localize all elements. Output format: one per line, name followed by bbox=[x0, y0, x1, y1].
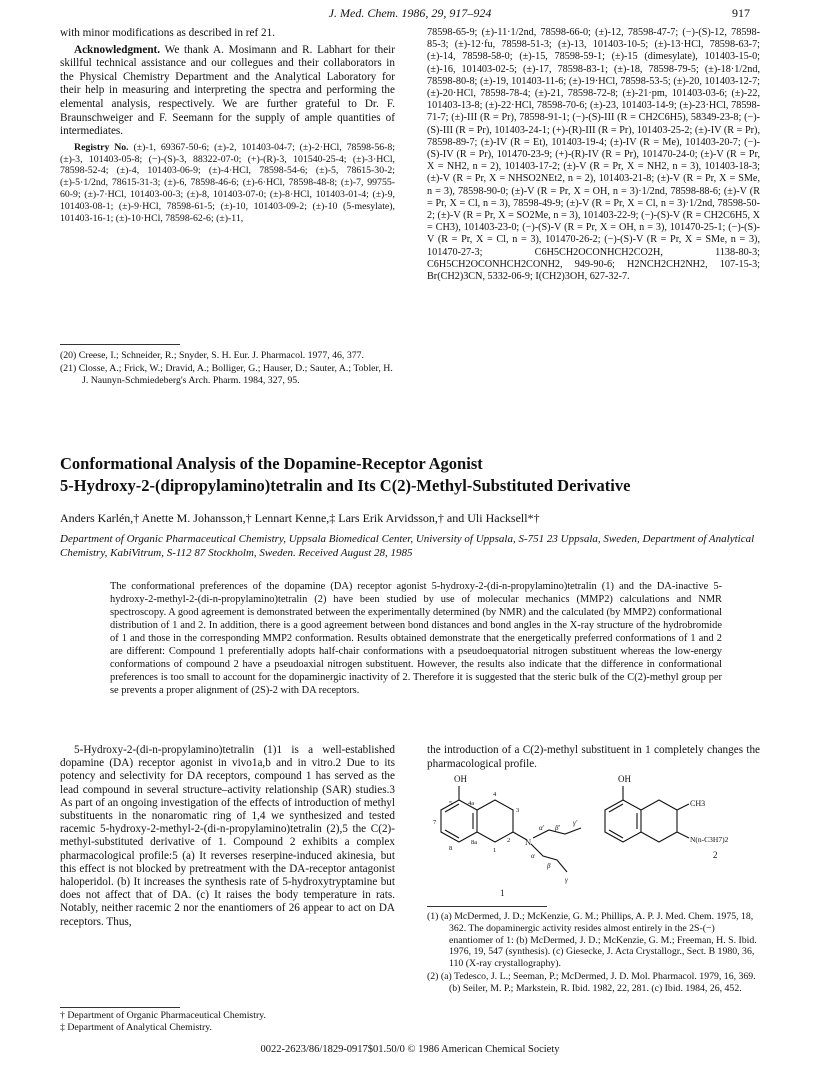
body-left-column bbox=[60, 744, 395, 929]
s1-num2: 2 bbox=[507, 837, 511, 844]
structure-diagram bbox=[427, 772, 760, 900]
title-line-1: Conformational Analysis of the Dopamine-Receptor Agonist bbox=[60, 454, 483, 473]
s1-num8: 8 bbox=[449, 845, 453, 852]
affiliation: Department of Organic Pharmaceutical Chemistry, Uppsala Biomedical Center, University of Uppsala, S-751 23 Uppsala, Sweden, Department of Analytical Chemistry, KabiVitrum, S-112 87 Stockholm, Sweden. Received August 28, 1985 bbox=[60, 533, 755, 559]
dept-footnote-2: ‡ Department of Analytical Chemistry. bbox=[60, 1021, 212, 1033]
s1-gamma: γ bbox=[565, 876, 568, 884]
abstract: The conformational preferences of the dopamine (DA) receptor agonist 5-hydroxy-2-(di-n-propylamino)tetralin (1) and the DA-inactive 5-hydroxy-2-methyl-2-(di-n-propylamino)tetralin (2) have been studied by use of molecular mechanics (MMP2) calculations and NMR spectroscopy. A good agreement is demonstrated between the experimentally determined (by NMR) and the calculated (by MMP2) conformational distribution of 1 and 2. In addition, there is a good agreement between bond distances and bond angles in the X-ray structure of the hydrobromide of 1 and those in the corresponding MMP2 conformation. Results obtained demonstrate that the energetically preferred conformations of 1 and 2 are different: Compound 1 preferentially adopts half-chair conformations with a pseudoequatorial nitrogen substituent whereas the low-energy conformations of compound 2 have a pseudoaxial nitrogen substituent. However, the results also indicate that the difference in conformational preferences is too small to account for the dopaminergic inactivity of 2. Therefore it is suggested that the steric bulk of the C(2)-methyl group per se prevents a proper alignment of (2S)-2 with DA receptors. bbox=[110, 581, 722, 696]
article-title bbox=[60, 453, 760, 497]
top-left-references bbox=[60, 350, 395, 387]
reference-2: (2) (a) Tedesco, J. L.; Seeman, P.; McDermed, J. D. Mol. Pharmacol. 1979, 16, 369. (b) Seiler, M. P.; Markstein, R. Ibid. 1982, 22, 281. (c) Ibid. 1984, 26, 452. bbox=[427, 970, 756, 994]
registry-continuation: 78598-65-9; (±)-11·1/2nd, 78598-66-0; (±)-12, 78598-47-7; (−)-(S)-12, 78598-85-3; (±)-12·fu, 78598-51-3; (±)-13, 101403-10-5; (±)-13·HCl, 78598-63-7; (±)-14, 78598-58-0; (±)-15, 78598-59-1; (±)-15 (dimesylate), 101403-15-0; (±)-16, 101403-02-5; (±)-17, 78598-83-1; (±)-18, 78598-79-5; (±)-18·1/2nd, 78598-80-8; (±)-19, 101403-11-6; (±)-19·HCl, 78598-53-5; (±)-20, 101403-12-7; (±)-20·HCl, 78598-78-4; (±)-21, 78598-72-8; (±)-21·pm, 101403-03-6; (±)-22, 101403-13-8; (±)-22·HCl, 78598-70-6; (±)-23, 101403-14-9; (±)-23·HCl, 78598-71-7; (±)-III (R = Pr), 78598-91-1; (−)-(S)-III (R = CH2C6H5), 58349-23-8; (−)-(S)-III (R = Pr), 101403-24-1; (+)-(R)-III (R = Pr), 101403-25-2; (±)-IV (R = Pr), 78598-89-7; (±)-IV (R = Et), 101403-19-4; (±)-IV (R = Me), 101403-20-7; (−)-(S)-IV (R = Pr), 101470-23-9; (+)-(R)-IV (R = Pr), 101470-24-0; (±)-V (R = Pr, X = NH2, n = 2), 101403-17-2; (±)-V (R = Pr, X = NH2, n = 3), 101403-18-3; (±)-V (R = Pr, X = NHSO2NEt2, n = 2), 101403-21-8; (±)-V (R = Pr, X = SMe, n = 3), 78598-90-0; (±)-V (R = Pr, X = OH, n = 3)·1/2nd, 78598-88-6; (±)-V (R = Pr, X = Cl, n = 3), 78598-49-9; (±)-V (R = Pr, X = Cl, n = 3)·1/2nd, 78598-50-2; (±)-V (R = Pr, X = SO2Me, n = 3), 101403-22-9; (−)-(S)-V (R = CH2C6H5, X = CH3), 101403-23-0; (−)-(S)-V (R = Pr, X = OH, n = 3), 101470-25-1; (−)-(S)-V (R = Pr, X = Cl, n = 3), 101470-26-2; (−)-(S)-V (R = Pr, X = SMe, n = 3), 101470-27-3; C6H5CH2OCONHCH2CO2H, 1138-80-3; C6H5CH2OCONHCH2CONH2, 949-90-6; H2NCH2CH2NH2, 107-15-3; Br(CH2)3CN, 5332-06-9; I(CH2)3OH, 627-32-7. bbox=[427, 27, 760, 283]
authors: Anders Karlén,† Anette M. Johansson,† Lennart Kenne,‡ Lars Erik Arvidsson,† and Uli Hacksell*† bbox=[60, 511, 540, 525]
body-references bbox=[427, 911, 760, 996]
s1-num4a: 4a bbox=[468, 800, 475, 807]
title-line-2: 5-Hydroxy-2-(dipropylamino)tetralin and Its C(2)-Methyl-Substituted Derivative bbox=[60, 476, 631, 495]
s1-gamma-prime: γ' bbox=[573, 819, 578, 827]
s2-n-label: N(n-C3H7)2 bbox=[690, 835, 729, 844]
registry-heading: Registry No. bbox=[74, 141, 129, 153]
body-right-column bbox=[427, 744, 760, 771]
reference-1: (1) (a) McDermed, J. D.; McKenzie, G. M.; Phillips, A. P. J. Med. Chem. 1975, 18, 362. The dopaminergic activity resides almost entirely in the 2S-(−) enantiomer of 1: (b) McDermed, J. D.; McKenzie, G. M.; Freeman, H. S. Ibid. 1976, 19, 547 (synthesis). (c) Giesecke, J. Acta Crystallogr., Sect. B 1980, 36, 110 (X-ray crystallography). bbox=[427, 911, 757, 970]
acknowledgment-heading: Acknowledgment. bbox=[74, 43, 161, 56]
s2-compound-number: 2 bbox=[713, 850, 718, 860]
top-left-column bbox=[60, 27, 395, 224]
s1-num5: 5 bbox=[449, 800, 453, 807]
footnote-rule-right bbox=[427, 906, 547, 907]
intro-continuation: the introduction of a C(2)-methyl substituent in 1 completely changes the pharmacological profile. bbox=[427, 744, 760, 770]
acknowledgment-paragraph bbox=[60, 44, 395, 139]
acknowledgment-text: We thank A. Mosimann and R. Labhart for their skillful technical assistance and our collegues and their collaborators in the Physical Chemistry Department and the Analytical Laboratory for their help in measuring and interpreting the spectra and performing the elemental analysis, respectively. We are further grateful to Dr. F. Braunschweiger and F. Seemann for the supply of ample quantities of intermediates. bbox=[60, 43, 395, 138]
s1-num8a: 8a bbox=[471, 839, 478, 846]
s1-beta-prime: β' bbox=[555, 824, 560, 832]
s1-compound-number: 1 bbox=[500, 888, 505, 898]
footnote-rule-top bbox=[60, 344, 180, 345]
s1-num4: 4 bbox=[493, 791, 497, 798]
department-footnotes bbox=[60, 1010, 395, 1034]
intro-paragraph: 5-Hydroxy-2-(di-n-propylamino)tetralin (1)1 is a well-established dopamine (DA) receptor agonist in vivo1a,b and in vitro.2 Due to its potency and selectivity for DA receptors, compound 1 has served as the lead compound in several structure–activity relationship (SAR) studies.3 As part of an ongoing investigation of the effects of introduction of methyl substituents in the nonaromatic ring of 1,4 we synthesized and tested racemic 5-hydroxy-2-methyl-2-(di-n-propylamino)tetralin (2),5 the C(2)-methyl-substituted derivative of 1. Compound 2 exhibits a complex pharmacological profile:5 (a) It reverses reserpine-induced akinesia, but this effect is not blocked by pretreatment with the DA-receptor antagonist haloperidol. (b) It increases the synthesis rate of 5-hydroxytryptamine but does not affect that of DA. (c) It raises the body temperature in rats. Notably, neither racemic 2 nor the enantiomers of 26 appear to act on DA receptors. Thus, bbox=[60, 744, 395, 928]
reference-21: (21) Closse, A.; Frick, W.; Dravid, A.; Bolliger, G.; Hauser, D.; Sauter, A.; Tobler, H. J. Naunyn-Schmiedeberg's Arch. Pharm. 1984, 327, 95. bbox=[60, 362, 393, 386]
s2-oh-label: OH bbox=[618, 774, 631, 784]
s1-oh-label: OH bbox=[454, 774, 467, 784]
page-number: 917 bbox=[732, 6, 750, 20]
registry-paragraph bbox=[60, 142, 395, 225]
reference-20: (20) Creese, I.; Schneider, R.; Snyder, S. H. Eur. J. Pharmacol. 1977, 46, 377. bbox=[60, 350, 364, 361]
registry-text: (±)-1, 69367-50-6; (±)-2, 101403-04-7; (±)-2·HCl, 78598-56-8; (±)-3, 101403-05-8; (−)-(S)-3, 88322-07-0; (+)-(R)-3, 101540-25-4; (±)-3·HCl, 78598-52-4; (±)-4, 101403-06-9; (±)-4·HCl, 78598-54-6; (±)-5, 78615-30-2; (±)-5·1/2nd, 78615-31-3; (±)-6, 78598-46-6; (±)-6·HCl, 78598-48-8; (±)-7, 99755-60-9; (±)-7·HCl, 101403-00-3; (±)-8, 101403-07-0; (±)-8·HCl, 101403-01-4; (±)-9, 101403-08-1; (±)-9·HCl, 78598-61-5; (±)-10, 101403-09-2; (±)-10 (5-mesylate), 101403-16-1; (±)-10·HCl, 78598-62-6; (±)-11, bbox=[60, 141, 396, 224]
s1-n-label: N bbox=[525, 837, 532, 847]
s1-alpha: α bbox=[531, 852, 535, 860]
footnote-rule-left bbox=[60, 1007, 180, 1008]
method-continuation: with minor modifications as described in ref 21. bbox=[60, 27, 275, 39]
page-footer: 0022-2623/86/1829-0917$01.50/0 © 1986 American Chemical Society bbox=[260, 1044, 560, 1055]
running-header: J. Med. Chem. 1986, 29, 917–924 bbox=[328, 6, 492, 20]
s1-num1: 1 bbox=[493, 847, 497, 854]
s2-ch3-label: CH3 bbox=[690, 799, 706, 808]
dept-footnote-1: † Department of Organic Pharmaceutical Chemistry. bbox=[60, 1010, 266, 1021]
s1-num7: 7 bbox=[433, 819, 437, 826]
s1-num3: 3 bbox=[516, 807, 520, 814]
s1-beta: β bbox=[547, 862, 551, 870]
s1-alpha-prime: α' bbox=[539, 824, 545, 832]
top-right-column bbox=[427, 27, 760, 283]
